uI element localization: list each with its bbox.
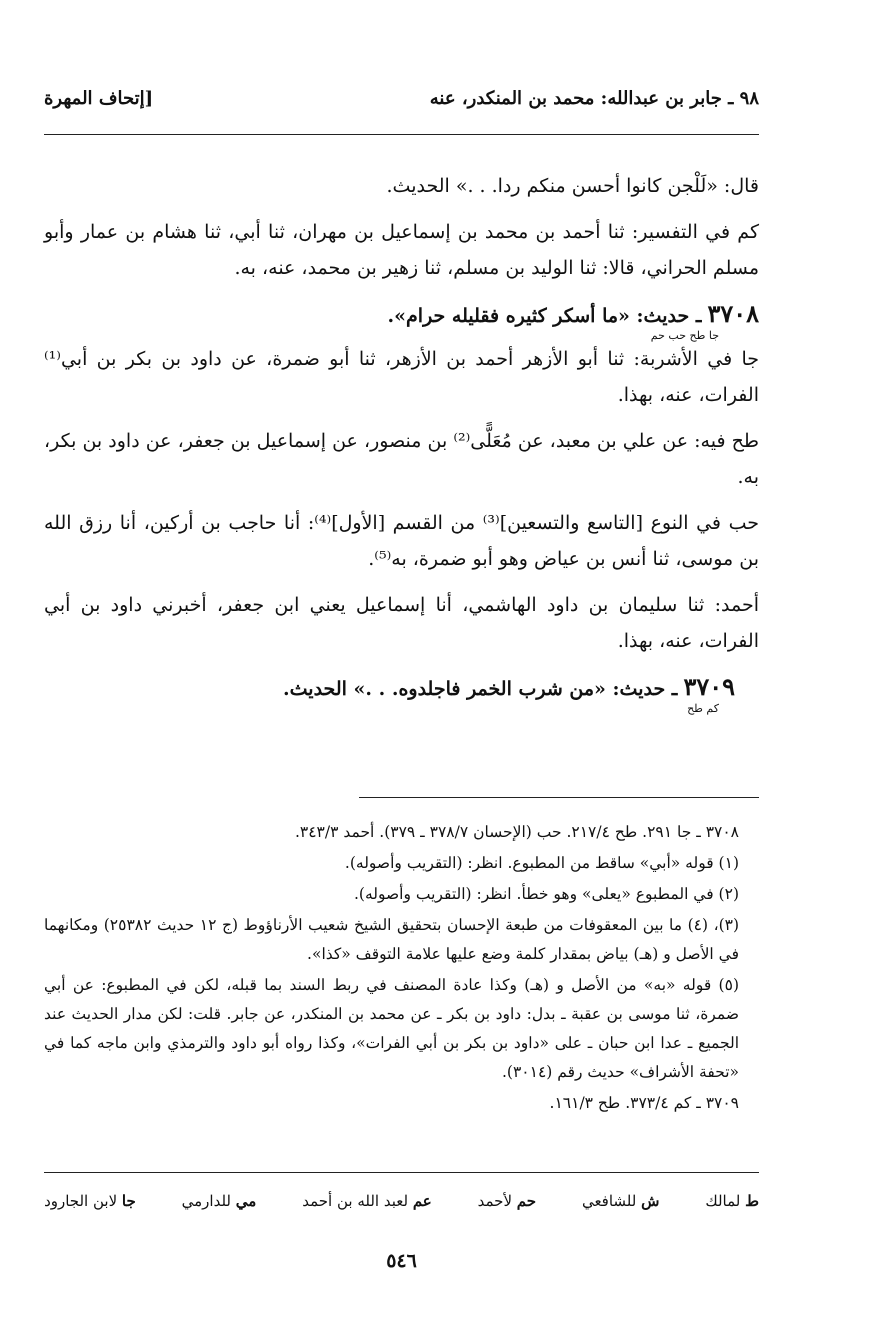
footnote: ٣٧٠٩ ـ كم ٣٧٣/٤. طح ١٦١/٣. <box>549 1094 739 1112</box>
abbreviation: ط لمالك <box>705 1192 759 1210</box>
header-rule <box>44 134 759 135</box>
paragraph: قال: «لَلْجن كانوا أحسن منكم ردا. . .» الحديث. <box>386 175 759 197</box>
footnote: (٥) قوله «به» من الأصل و (هـ) وكذا عادة المصنف في ربط السند بما قبله، لكن في المطبوع: عن أبي ضمرة، ثنا موسى بن عقبة ـ بدل: داود بن بكر ـ عن محمد بن المنكدر، عن جابر. قلت: لكن مدار الحديث عند الجميع ـ عدا ابن حبان ـ على «داود بن بكر بن أبي الفرات»، وكذا رواه أبو داود والترمذي وابن ماجه كما في «تحفة الأشراف» حديث رقم (٣٠١٤). <box>44 976 739 1081</box>
hadith-heading <box>44 669 759 707</box>
footnotes <box>44 818 759 1120</box>
hadith-title: ـ حديث: «ما أسكر كثيره فقليله حرام». <box>387 305 702 327</box>
paragraph: جا في الأشربة: ثنا أبو الأزهر أحمد بن الأزهر، ثنا أبو ضمرة، عن داود بن بكر بن أبي⁽¹⁾ الفرات، عنه، بهذا. <box>44 348 759 406</box>
footnote-rule <box>359 797 759 798</box>
running-title: ٩٨ ـ جابر بن عبدالله: محمد بن المنكدر، عنه <box>429 88 759 109</box>
hadith-sigla: جا طح حب حم <box>650 329 719 342</box>
page <box>44 0 759 1329</box>
hadith-number: ٣٧٠٩ <box>683 672 735 701</box>
main-text <box>44 168 759 714</box>
abbreviation: عم لعبد الله بن أحمد <box>302 1192 432 1210</box>
hadith-title: ـ حديث: «من شرب الخمر فاجلدوه. . .» الحديث. <box>283 678 678 700</box>
hadith-number: ٣٧٠٨ <box>707 299 759 328</box>
abbreviation: جا لابن الجارود <box>44 1192 136 1210</box>
footnote: ٣٧٠٨ ـ جا ٢٩١. طح ٢١٧/٤. حب (الإحسان ٣٧٨/٧ ـ ٣٧٩). أحمد ٣٤٣/٣. <box>294 823 739 841</box>
footnote: (٣)، (٤) ما بين المعقوفات من طبعة الإحسان بتحقيق الشيخ شعيب الأرناؤوط (ج ١٢ حديث ٢٥٣٨٢) ومكانهما في الأصل و (هـ) بياض بمقدار كلمة وضع عليها علامة التوقف «كذا». <box>44 916 740 963</box>
abbreviations-rule <box>44 1172 759 1173</box>
paragraph: أحمد: ثنا سليمان بن داود الهاشمي، أنا إسماعيل يعني ابن جعفر، أخبرني داود بن أبي الفرات، عنه، بهذا. <box>44 594 759 652</box>
footnote: (١) قوله «أبي» ساقط من المطبوع. انظر: (التقريب وأصوله). <box>344 854 739 872</box>
paragraph: طح فيه: عن علي بن معبد، عن مُعَلًّى⁽²⁾ بن منصور، عن إسماعيل بن جعفر، عن داود بن بكر، به. <box>44 430 759 488</box>
abbreviations-key <box>44 1192 759 1210</box>
abbreviation: حم لأحمد <box>477 1192 537 1210</box>
abbreviation: ش للشافعي <box>581 1192 660 1210</box>
page-number: ٥٤٦ <box>386 1250 417 1272</box>
paragraph: كم في التفسير: ثنا أحمد بن محمد بن إسماعيل بن مهران، ثنا أبي، ثنا هشام بن عمار وأبو مسلم الحراني، قالا: ثنا الوليد بن مسلم، ثنا زهير بن محمد، عنه، به. <box>44 221 759 279</box>
hadith-sigla: كم طح <box>687 702 719 715</box>
book-title: [إتحاف المهرة <box>44 88 154 109</box>
abbreviation: مي للدارمي <box>181 1192 257 1210</box>
running-header <box>44 88 759 120</box>
paragraph: حب في النوع [التاسع والتسعين]⁽³⁾ من القسم [الأول]⁽⁴⁾: أنا حاجب بن أركين، أنا رزق الله بن موسى، ثنا أنس بن عياض وهو أبو ضمرة، به⁽⁵⁾. <box>44 512 759 570</box>
footnote: (٢) في المطبوع «يعلى» وهو خطأ. انظر: (التقريب وأصوله). <box>354 885 739 903</box>
